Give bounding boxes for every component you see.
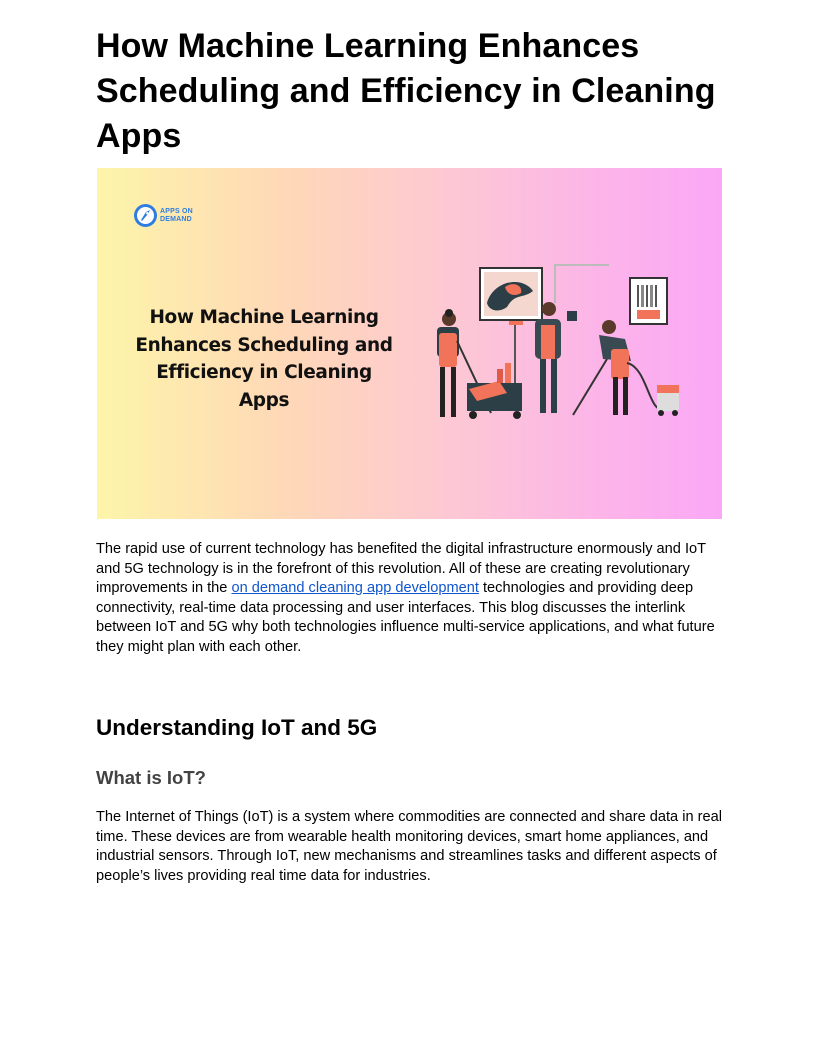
iot-paragraph: The Internet of Things (IoT) is a system where commodities are connected and share data in real time. These devices are from wearable health monitoring devices, smart home appliances, and industrial sensors. Through IoT, new mechanisms and streamlines tasks and different aspects of people’s lives providing real time data for industries. bbox=[96, 809, 722, 884]
page-title: How Machine Learning Enhances Scheduling and Efficiency in Cleaning Apps bbox=[96, 27, 716, 155]
brand-logo bbox=[133, 203, 200, 228]
wall-painting bbox=[480, 268, 542, 320]
cleaner-vacuuming bbox=[573, 320, 679, 416]
section-heading: Understanding IoT and 5G bbox=[96, 715, 378, 740]
subsection-heading: What is IoT? bbox=[96, 767, 206, 788]
cleaning-app-development-link[interactable]: on demand cleaning app development bbox=[231, 580, 479, 596]
wall-shelf bbox=[555, 265, 609, 303]
cleaning-team-illustration bbox=[427, 263, 687, 428]
logo-text-line1: APPS ON bbox=[160, 207, 193, 215]
logo-text-line2: DEMAND bbox=[160, 215, 192, 223]
rocket-logo-icon bbox=[133, 203, 158, 228]
wall-frame bbox=[630, 278, 667, 324]
intro-paragraph: The rapid use of current technology has benefited the digital infrastructure enormously and IoT and 5G technology is in the forefront of this revolution. All of these are creating revolutionary improvements in the on demand cleaning app development technologies and providing deep connectivity, real-time data processing and user interfaces. This blog discusses the interlink between IoT and 5G why both technologies influence multi-service applications, and what future they might plan with each other. bbox=[96, 541, 715, 655]
cleaning-cart bbox=[467, 321, 523, 419]
banner-title: How Machine Learning Enhances Scheduling and Efficiency in Cleaning Apps bbox=[135, 307, 393, 411]
hero-banner-image bbox=[97, 168, 722, 519]
